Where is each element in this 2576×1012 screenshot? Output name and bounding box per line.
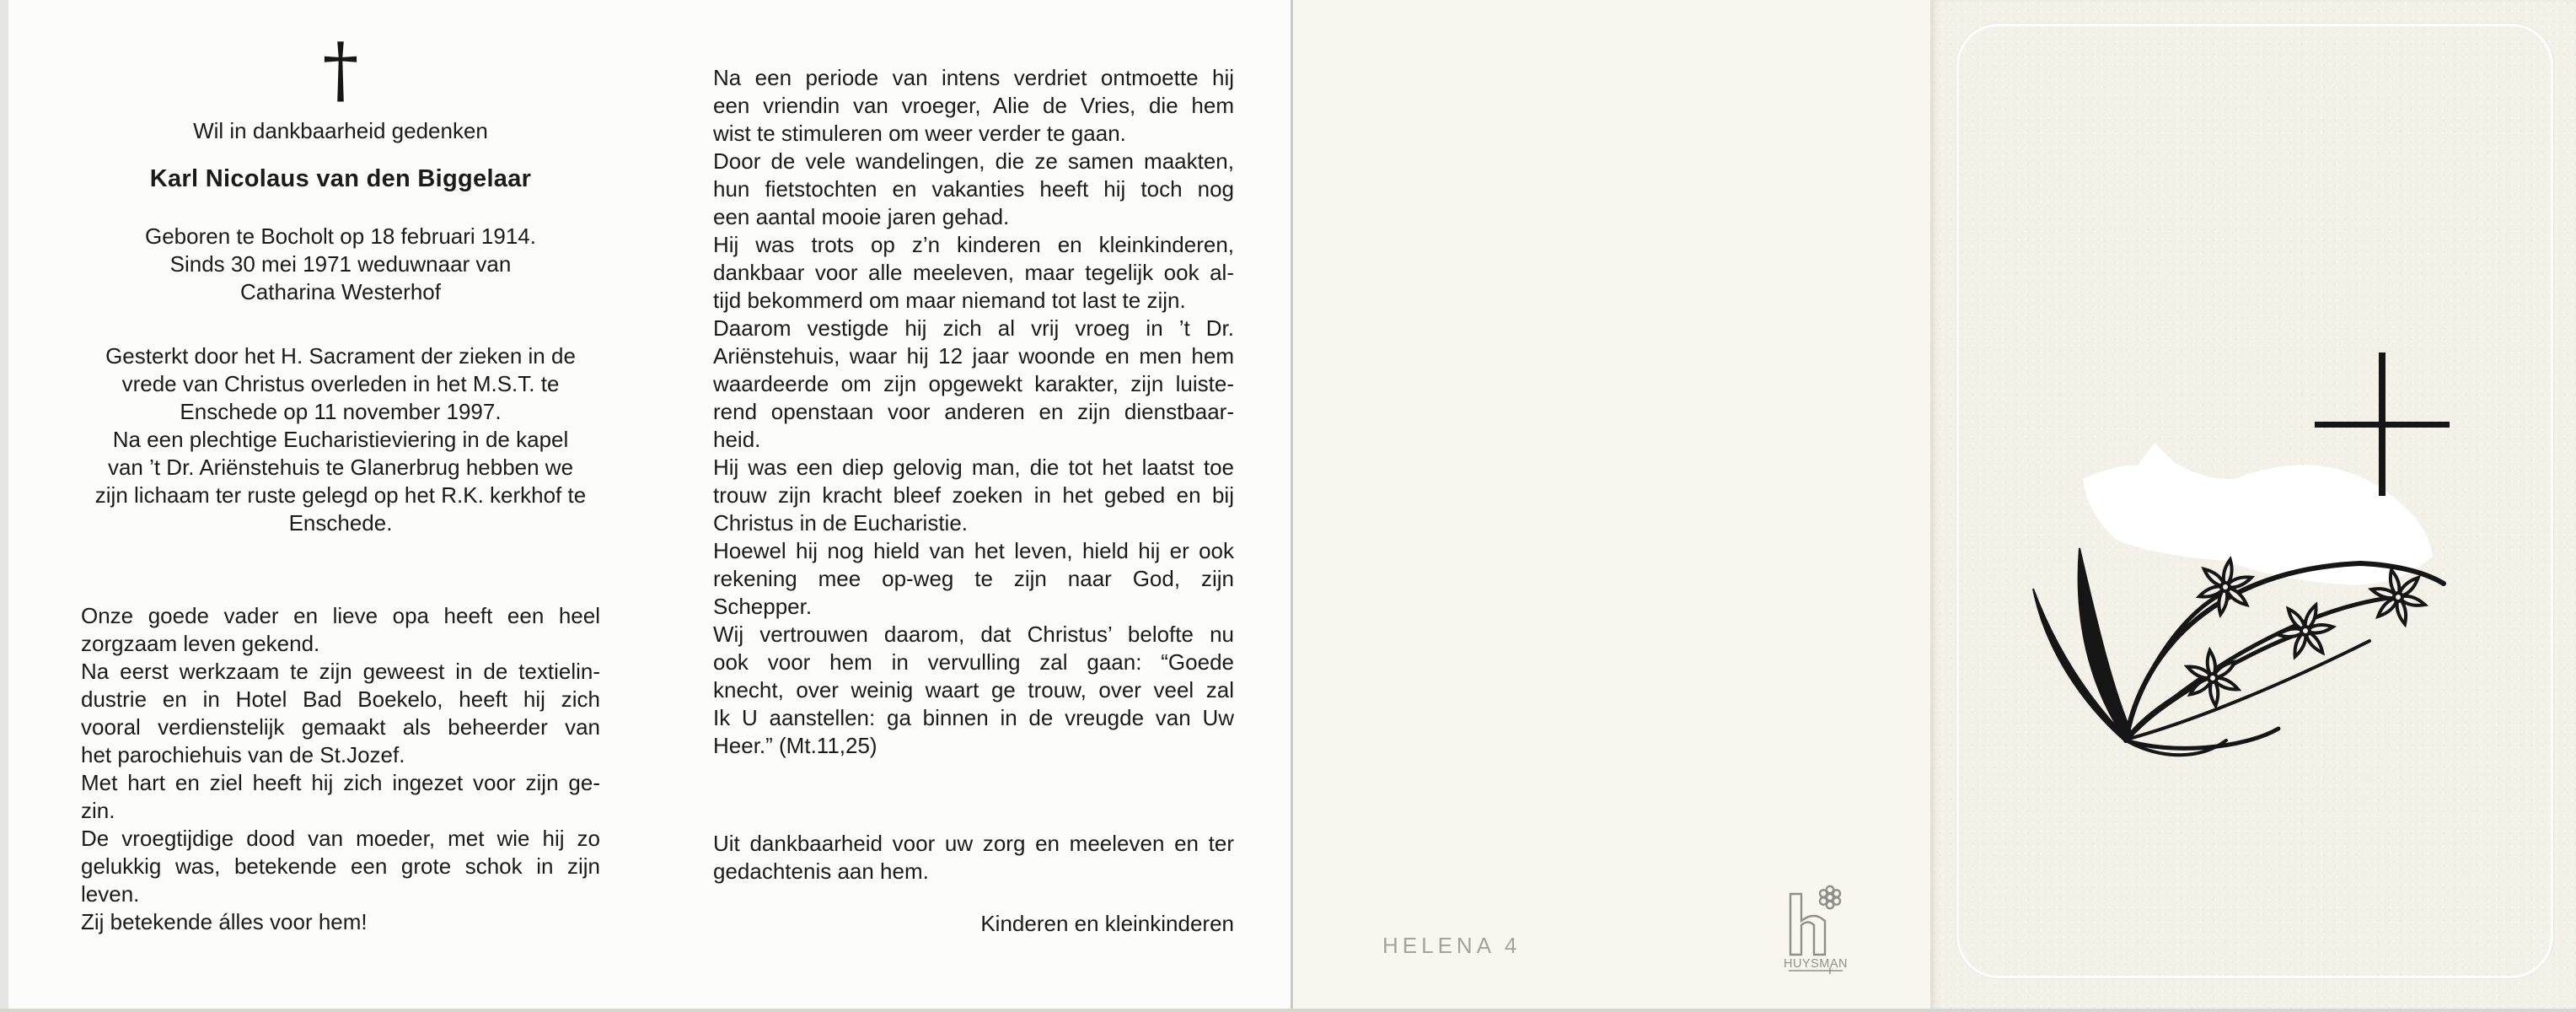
text-line: Hoewel hij nog hield van het leven, hield hij er ook <box>713 538 1234 563</box>
text-line: Christus in de Eucharistie. <box>713 510 969 536</box>
signature-line: Kinderen en kleinkinderen <box>980 911 1234 936</box>
back-cover-panel <box>1293 0 1930 1012</box>
text-line: vooral verdienstelijk gemaakt als beheerder van <box>81 714 600 740</box>
text-line: zorgzaam leven gekend. <box>81 631 320 656</box>
text-line: Hij was trots op z’n kinderen en kleinkinderen, <box>713 232 1234 257</box>
text-line: Gesterkt door het H. Sacrament der zieken in de <box>105 343 576 369</box>
text-line: Door de vele wandelingen, die ze samen maakten, <box>713 148 1234 174</box>
text-line: Daarom vestigde hij zich al vrij vroeg in ’t Dr. <box>713 315 1234 341</box>
text-line: Na een periode van intens verdriet ontmoette hij <box>713 65 1234 90</box>
text-line: dustrie en in Hotel Bad Boekelo, heeft hij zich <box>81 686 600 712</box>
text-line: Heer.” (Mt.11,25) <box>713 733 877 758</box>
text-line: hun fietstochten en vakanties heeft hij toch nog <box>713 176 1234 202</box>
text-line: tijd bekommerd om maar niemand tot last te zijn. <box>713 288 1186 313</box>
later-life-block <box>713 64 1234 760</box>
text-line: leven. <box>81 881 140 907</box>
text-line: gedachtenis aan hem. <box>713 859 929 884</box>
text-line: Enschede op 11 november 1997. <box>180 399 502 424</box>
text-line: Hij was een diep gelovig man, die tot het laatst toe <box>713 455 1234 480</box>
front-cover-panel <box>1930 0 2576 1012</box>
text-line: Na een plechtige Eucharistieviering in de kapel <box>112 427 569 452</box>
text-line: zijn lichaam ter ruste gelegd op het R.K. kerkhof te <box>94 482 587 508</box>
right-page <box>713 0 1234 1012</box>
birth-block <box>81 223 600 306</box>
text-line: zin. <box>81 798 115 823</box>
printer-name: HUYSMAN <box>1783 957 1849 971</box>
text-line: Met hart en ziel heeft hij zich ingezet voor zijn ge- <box>81 770 600 795</box>
printer-logo <box>1777 884 1854 975</box>
deceased-name: Karl Nicolaus van den Biggelaar <box>149 165 532 192</box>
text-line: Catharina Westerhof <box>240 279 441 304</box>
text-line: Ariënstehuis, waar hij 12 jaar woonde en men hem <box>713 343 1234 369</box>
text-line: waardeerde om zijn opgewekt karakter, zijn luiste- <box>713 371 1234 396</box>
thanks-block <box>713 830 1234 886</box>
text-line: Onze goede vader en lieve opa heeft een heel <box>81 603 600 628</box>
left-page <box>81 0 600 1012</box>
text-line: Geboren te Bocholt op 18 februari 1914. <box>145 223 536 249</box>
text-line: Wij vertrouwen daarom, dat Christus’ belofte nu <box>713 622 1234 647</box>
intro-line: Wil in dankbaarheid gedenken <box>193 118 488 143</box>
text-line: rend openstaan voor anderen en zijn dienstbaar- <box>713 399 1234 424</box>
cross-icon-bar <box>2315 422 2450 428</box>
text-line: Zij betekende álles voor hem! <box>81 909 368 934</box>
scan-edge <box>0 1009 2576 1012</box>
text-line: een vriendin van vroeger, Alie de Vries, die hem <box>713 93 1234 118</box>
text-line: rekening mee op-weg te zijn naar God, zijn <box>713 566 1234 591</box>
text-line: een aantal mooie jaren gehad. <box>713 204 1010 229</box>
text-line: knecht, over weinig waart ge trouw, over veel zal <box>713 677 1234 702</box>
text-line: Na eerst werkzaam te zijn geweest in de textielin- <box>81 659 600 684</box>
text-line: Enschede. <box>288 510 393 536</box>
text-line: wist te stimuleren om weer verder te gaan. <box>713 121 1126 146</box>
text-line: Ik U aanstellen: ga binnen in de vreugde van Uw <box>713 705 1234 730</box>
text-line: trouw zijn kracht bleef zoeken in het gebed en bij <box>713 482 1234 508</box>
text-line: dankbaar voor alle meeleven, maar tegelijk ook al- <box>713 260 1234 285</box>
text-line: vrede van Christus overleden in het M.S.T. te <box>121 371 560 396</box>
text-line: gelukkig was, betekende een grote schok in zijn <box>81 853 600 879</box>
text-line: van ’t Dr. Ariënstehuis te Glanerbrug hebben we <box>107 455 574 480</box>
memorial-cross-glyph: † <box>322 28 359 112</box>
inner-pages-card <box>8 0 1294 1012</box>
death-block <box>81 342 600 537</box>
edelweiss-bouquet-icon <box>1999 523 2487 776</box>
text-line: Uit dankbaarheid voor uw zorg en meeleven en ter <box>713 831 1234 856</box>
series-label: HELENA 4 <box>1382 933 1521 958</box>
text-line: De vroegtijdige dood van moeder, met wie hij zo <box>81 826 600 851</box>
text-line: heid. <box>713 427 761 452</box>
printer-h-icon <box>1790 886 1840 955</box>
text-line: het parochiehuis van de St.Jozef. <box>81 742 405 767</box>
life-story-block <box>81 602 600 936</box>
text-line: Schepper. <box>713 594 813 619</box>
text-line: ook voor hem in vervulling zal gaan: “Goede <box>713 649 1234 675</box>
text-line: Sinds 30 mei 1971 weduwnaar van <box>169 251 512 277</box>
